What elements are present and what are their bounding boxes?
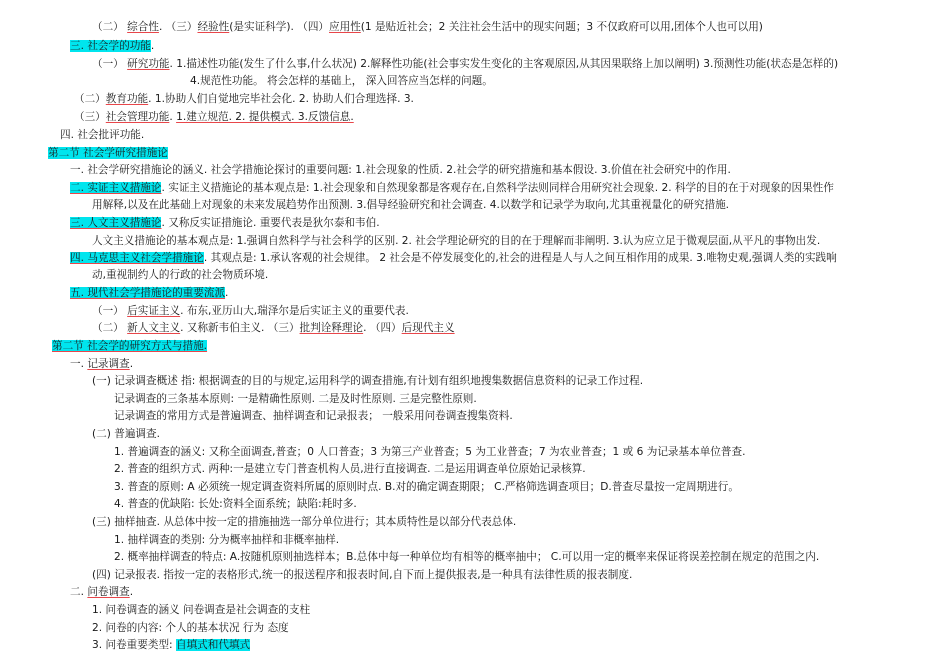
heading-sampling [92,514,516,530]
term-applied: 应用性 [329,21,361,33]
line-positivism-cont [92,197,729,213]
heading-highlight: 五. 现代社会学措施论的重要流派 [70,287,226,299]
text: . [129,358,134,370]
text: . [129,586,134,598]
section-highlight: 第二节 社会学研究措施论 [48,147,168,159]
text: . 其观点是: 1.承认客观的社会规律。 2 社会是不停发展变化的,社会的进程是人与人之间互相作用的成果. 3.唯物史观,强调人类的实践响 [203,252,837,264]
term-management-items: 1.建立规范. 2. 提供模式. 3.反馈信息. [176,111,354,123]
text: 四. 社会批评功能. [60,129,145,141]
text: 2. 普查的组织方式. 两种:一是建立专门普查机构人员,进行直接调查. 二是运用调查单位原始记录核算. [114,463,586,475]
line-research-function [92,56,838,72]
text: 记录调查的常用方式是普遍调查、抽样调查和记录报表； 一般采用问卷调查搜集资料. [114,410,513,422]
term-postmodernism: 后现代主义 [401,322,455,334]
text: . 布东,亚历山大,瑞泽尔是后实证主义的重要代表. [180,305,409,317]
line-census-organization [114,461,586,477]
text: (三) 抽样抽查. 从总体中按一定的措施抽选一部分单位进行；其本质特性是以部分代表总体. [92,516,517,528]
text: 2. 概率抽样调查的特点: A.按随机原则抽选样本；B.总体中每一种单位均有相等的概率抽中； C.可以用一定的概率来保证将误差控制在规定的范围之内. [114,551,820,563]
text: 2. 问卷的内容: 个人的基本状况 行为 态度 [92,622,289,634]
text: . 又称反实证措施论. 重要代表是狄尔泰和韦伯. [161,217,380,229]
heading-highlight: 二. 实证主义措施论 [70,182,162,194]
line-post-positivism [92,303,409,319]
line-survey-overview [92,373,643,389]
text: 1. 抽样调查的类别: 分为概率抽样和非概率抽样. [114,534,340,546]
line-features [92,19,763,35]
term-comprehensive: 综合性 [127,21,159,33]
heading-functions [70,38,154,54]
line-humanism-views [92,233,820,249]
line-census-pros-cons [114,496,357,512]
line-questionnaire-content [92,620,289,636]
term-critical-hermeneutics: 批判诠释理论 [299,322,364,334]
section-methodology [48,145,168,161]
line-questionnaire-meaning [92,602,310,618]
term-management-function: 社会管理功能 [105,111,170,123]
heading-statistical-report [92,567,632,583]
text: （三） [74,111,106,123]
line-marxism-cont [92,267,268,283]
text: （一） [92,305,128,317]
text: 1. 问卷调查的涵义 问卷调查是社会调查的支柱 [92,604,311,616]
heading-questionnaire [70,584,133,600]
term-statistical-survey: 记录调查 [87,358,130,370]
term-post-positivism: 后实证主义 [127,305,181,317]
line-survey-principles [114,391,477,407]
term-questionnaire: 问卷调查 [87,586,130,598]
text: 用解释,以及在此基础上对现象的未来发展趋势作出预测. 3.倡导经验研究和社会调查. 4.以数学和记录学为取向,尤其重视量化的研究措施. [92,199,730,211]
text: (四) 记录报表. 指按一定的表格形式,统一的报送程序和报表时间,自下而上提供报表,是一种具有法律性质的报表制度. [92,569,633,581]
text: （二） [92,21,128,33]
heading-highlight: 三. 人文主义措施论 [70,217,162,229]
text: 4.规范性功能。 将会怎样的基础上， 深入回答应当怎样的问题。 [190,75,493,87]
text: . （四） [363,322,402,334]
text: . （三） [158,21,198,33]
line-methodology-meaning [70,162,731,178]
text: (是实证科学). （四） [229,21,330,33]
text: . 1.协助人们自觉地完毕社会化. 2. 协助人们合理选择. 3. [148,93,414,105]
text: . 1.描述性功能(发生了什么事,什么状况) 2.解释性功能(社会事实发生变化的主客观原因,从其因果联络上加以阐明) 3.预测性功能(状态是怎样的) [169,58,839,70]
heading-positivism [70,180,834,196]
text: 1. 普遍调查的涵义: 又称全面调查,普查；0 人口普查；3 为第三产业普查；5 为工业普查；7 为农业普查；1 或 6 为记录基本单位普查. [114,446,746,458]
heading-modern-schools [70,285,228,301]
text: (1 是贴近社会；2 关注社会生活中的现实问题；3 不仅政府可以用,团体个人也可以用) [360,21,763,33]
term-education-function: 教育功能 [105,93,149,105]
line-neo-humanism [92,320,455,336]
text: (二) 普遍调查. [92,428,160,440]
heading-census [92,426,160,442]
text: （一） [92,58,128,70]
heading-marxism [70,250,837,266]
line-sampling-types [114,532,339,548]
text: 动,重视制约人的行政的社会物质环境. [92,269,269,281]
text: 3. 普查的原则: A 必须统一规定调查资料所属的原则时点. B.对的确定调查期限； C.严格筛选调查项目；D.普查尽量按一定周期进行。 [114,481,739,493]
text: . [150,40,155,52]
term-neo-humanism: 新人文主义 [127,322,181,334]
term-research-function: 研究功能 [127,58,170,70]
text: 4. 普查的优缺陷: 长处:资料全面系统；缺陷:耗时多. [114,498,357,510]
heading-highlight: 三. 社会学的功能 [70,40,151,52]
line-census-principles [114,479,739,495]
text: 一. 社会学研究措施论的涵义. 社会学措施论探讨的重要问题: 1.社会现象的性质. 2.社会学的研究措施和基本假设. 3.价值在社会研究中的作用. [70,164,731,176]
text: . 又称新韦伯主义. （三） [180,322,300,334]
line-census-meaning [114,444,745,460]
text: . 实证主义措施论的基本观点是: 1.社会现象和自然现象都是客观存在,自然科学法则同样合用研究社会现象. 2. 科学的目的在于对现象的因果性作 [161,182,834,194]
line-normative [190,73,493,89]
term-highlight: 自填式和代填式 [175,639,251,651]
section-research-methods [52,338,207,354]
heading-statistical-survey [70,356,133,372]
line-education-function [74,91,414,107]
line-management-function [74,109,354,125]
heading-highlight: 四. 马克思主义社会学措施论 [70,252,204,264]
line-survey-methods [114,408,513,424]
text: 3. 问卷重要类型: [92,639,176,651]
text: （二） [74,93,106,105]
text: （二） [92,322,128,334]
section-highlight: 第二节 社会学的研究方式与措施. [52,340,208,352]
text: 二. [70,586,88,598]
line-sampling-features [114,549,819,565]
term-empirical: 经验性 [197,21,230,33]
heading-humanism [70,215,380,231]
text: 一. [70,358,88,370]
text: 记录调查的三条基本原则: 一是精确性原则. 二是及时性原则. 三是完整性原则. [114,393,477,405]
text: (一) 记录调查概述 指: 根据调查的目的与规定,运用科学的调查措施,有计划有组织地搜集数据信息资料的记录工作过程. [92,375,644,387]
text: 人文主义措施论的基本观点是: 1.强调自然科学与社会科学的区别. 2. 社会学理论研究的目的在于理解而非阐明. 3.认为应立足于微观层面,从平凡的事物出发. [92,235,821,247]
line-questionnaire-types [92,637,250,653]
text: . [169,111,177,123]
line-critique-function [60,127,144,143]
text: . [225,287,229,299]
